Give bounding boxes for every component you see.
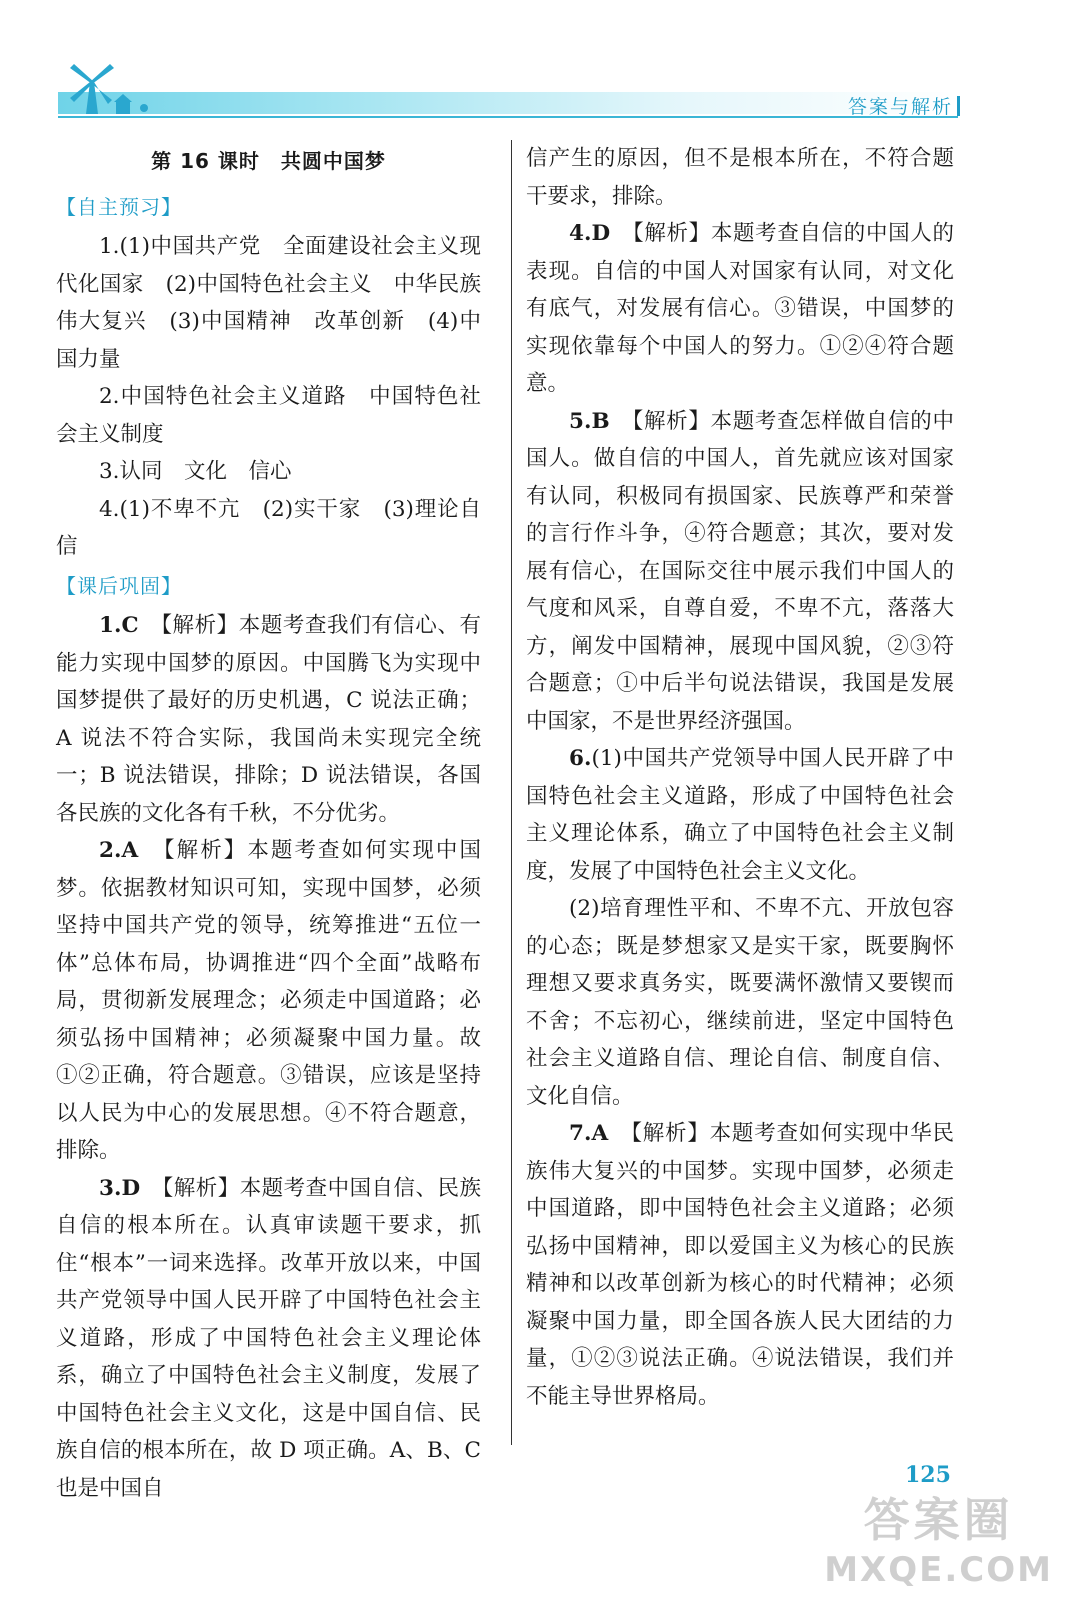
answer-q2 [56,832,481,1170]
analysis-tag: 【解析】 [631,1121,710,1146]
answer-q3-continued: 信产生的原因，但不是根本所在，不符合题干要求，排除。 [526,146,954,209]
lesson-title: 第 16 课时 共圆中国梦 [151,149,386,173]
preview-answer-1: 1.(1)中国共产党 全面建设社会主义现代化国家 (2)中国特色社会主义 中华民族伟大复兴 (3)中国精神 改革创新 (4)中国力量 [56,234,481,372]
answer-q1 [56,607,481,832]
analysis-tag: 【解析】 [163,838,248,863]
q1-text: 本题考查我们有信心、有能力实现中国梦的原因。中国腾飞为实现中国梦提供了最好的历史机遇，C 说法正确；A 说法不符合实际，我国尚未实现完全统一；B 说法错误，排除；D 说法错误，各国各民族的文化各有千秋，不分优劣。 [56,613,481,826]
analysis-tag: 【解析】 [162,1175,240,1201]
q6-label: 6. [569,746,592,771]
header-band [58,92,958,114]
q4-text: 本题考查自信的中国人的表现。自信的中国人对国家有认同，对文化有底气，对发展有信心。③错误，中国梦的实现依靠每个中国人的努力。①②④符合题意。 [526,221,954,396]
answer-q7 [526,1115,954,1415]
preview-answer-2: 2.中国特色社会主义道路 中国特色社会主义制度 [56,384,481,447]
q2-text: 本题考查如何实现中国梦。依据教材知识可知，实现中国梦，必须坚持中国共产党的领导，统筹推进“五位一体”总体布局，协调推进“四个全面”战略布局，贯彻新发展理念；必须走中国道路；必须弘扬中国精神；必须凝聚中国力量。故①②正确，符合题意。③错误，应该是坚持以人民为中心的发展思想。④不符合题意，排除。 [56,838,481,1163]
watermark-line2: MXQE.COM [824,1550,1053,1590]
watermark-line1: 答案圈 [863,1493,1014,1547]
right-column [526,140,954,1415]
header-title: 答案与解析 [847,96,953,118]
analysis-tag: 【解析】 [161,613,239,638]
q5-label: 5.B [569,408,610,434]
watermark [824,1484,1053,1590]
analysis-tag: 【解析】 [632,408,711,434]
q2-label: 2.A [99,838,139,863]
q4-label: 4.D [569,221,611,246]
section-heading-consolidate: 【课后巩固】 [56,573,182,598]
q1-label: 1.C [99,613,139,638]
answer-q4 [526,215,954,403]
page-number: 125 [905,1462,951,1488]
preview-answer-3: 3.认同 文化 信心 [99,459,292,484]
answer-q6-part2: (2)培育理性平和、不卑不亢、开放包容的心态；既是梦想家又是实干家，既要胸怀理想又要求真务实，既要满怀激情又要锲而不舍；不忘初心，继续前进，坚定中国特色社会主义道路自信、理论自信、制度自信、文化自信。 [526,896,954,1109]
q7-text: 本题考查如何实现中华民族伟大复兴的中国梦。实现中国梦，必须走中国道路，即中国特色社会主义道路；必须弘扬中国精神，即以爱国主义为核心的民族精神和以改革创新为核心的时代精神；必须凝聚中国力量，即全国各族人民大团结的力量，①②③说法正确。④说法错误，我们并不能主导世界格局。 [526,1121,954,1409]
analysis-tag: 【解析】 [632,221,711,246]
q3-label: 3.D [99,1175,141,1201]
answer-q6-part1 [526,740,954,890]
windmill-logo-icon [60,62,170,118]
column-divider [511,140,512,1445]
header-tick [957,96,960,116]
preview-answer-4: 4.(1)不卑不亢 (2)实干家 (3)理论自信 [56,496,481,559]
answer-q3 [56,1170,481,1508]
q7-label: 7.A [569,1121,609,1146]
left-column [56,140,481,1507]
header-rule [58,116,958,118]
q3-text: 本题考查中国自信、民族自信的根本所在。认真审读题干要求，抓住“根本”一词来选择。改革开放以来，中国共产党领导中国人民开辟了中国特色社会主义道路，形成了中国特色社会主义理论体系，确立了中国特色社会主义制度，发展了中国特色社会主义文化，这是中国自信、民族自信的根本所在，故 D 项正确。A、B、C 也是中国自 [56,1175,481,1501]
q6-part1-text: (1)中国共产党领导中国人民开辟了中国特色社会主义道路，形成了中国特色社会主义理论体系，确立了中国特色社会主义制度，发展了中国特色社会主义文化。 [526,746,954,884]
answer-q5 [526,403,954,741]
section-heading-preview: 【自主预习】 [56,194,182,219]
q5-text: 本题考查怎样做自信的中国人。做自信的中国人，首先就应该对国家有认同，积极同有损国家、民族尊严和荣誉的言行作斗争，④符合题意；其次，要对发展有信心，在国际交往中展示我们中国人的气度和风采，自尊自爱，不卑不亢，落落大方，阐发中国精神，展现中国风貌，②③符合题意；①中后半句说法错误，我国是发展中国家，不是世界经济强国。 [526,408,954,734]
